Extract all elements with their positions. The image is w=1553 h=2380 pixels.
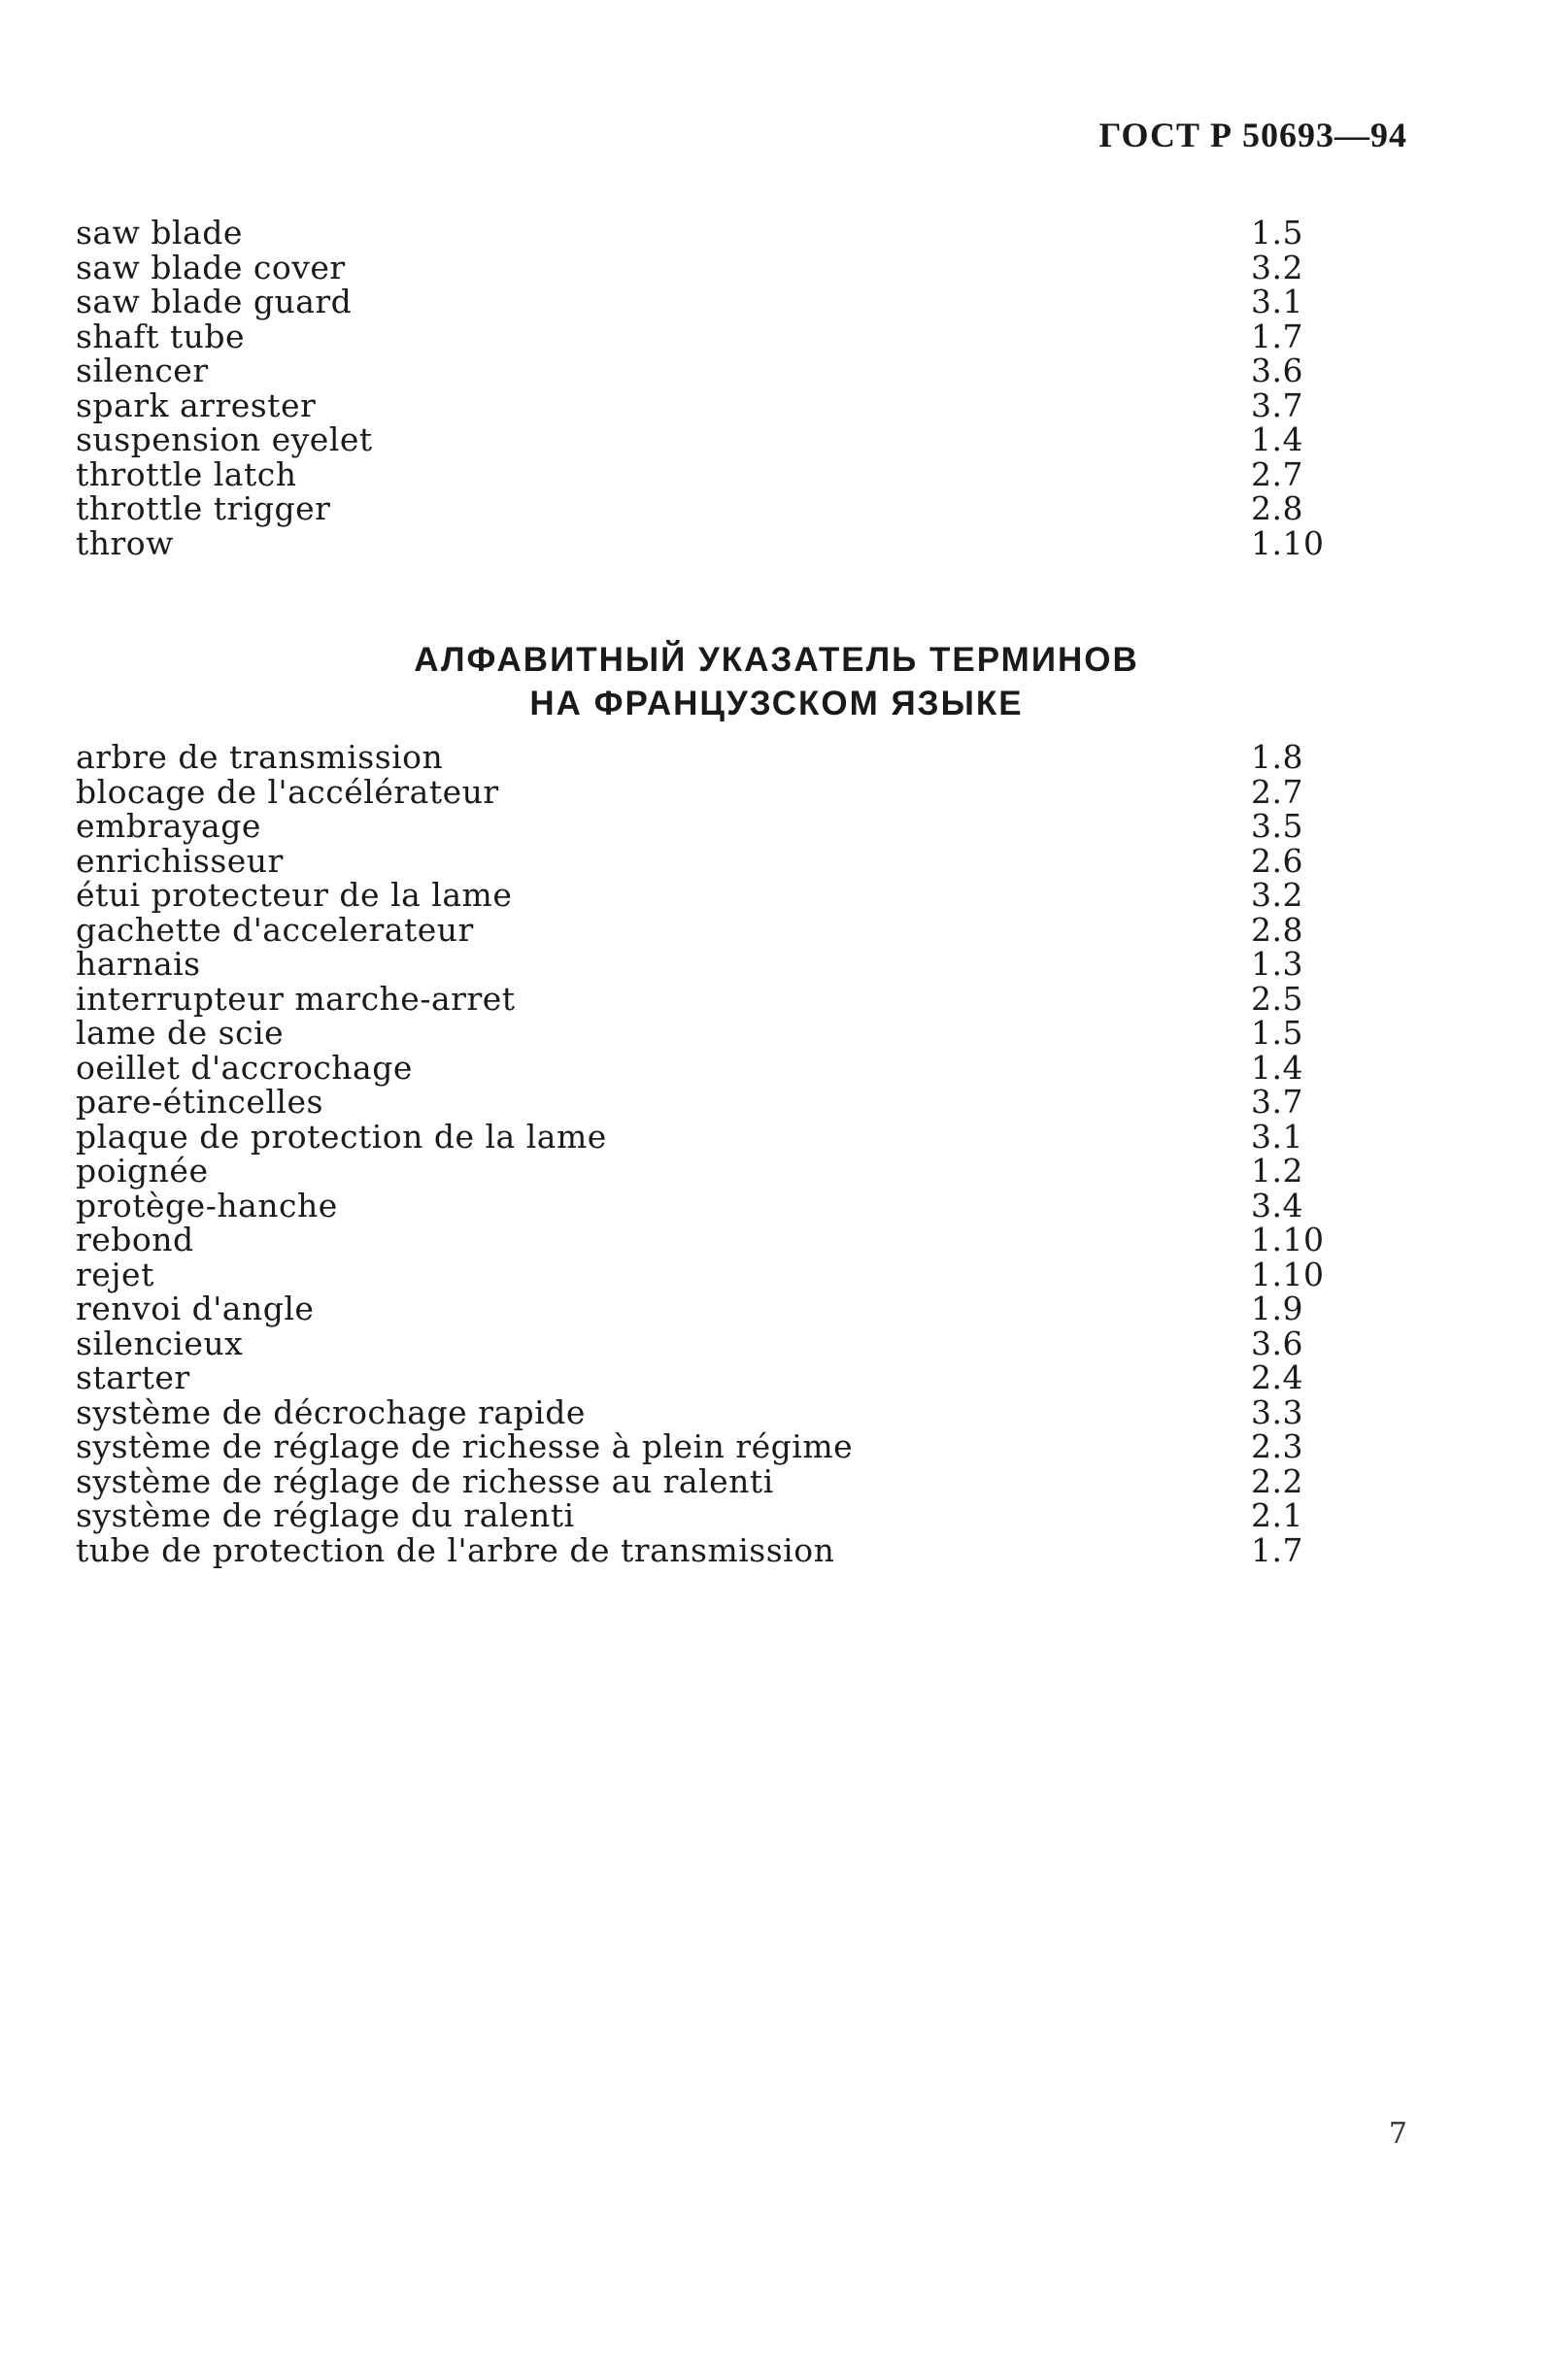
- standard-code-header: ГОСТ Р 50693—94: [1098, 116, 1407, 154]
- index-reference: 1.9: [1251, 1290, 1303, 1327]
- index-reference: 3.5: [1251, 807, 1303, 845]
- heading-line-1: АЛФАВИТНЫЙ УКАЗАТЕЛЬ ТЕРМИНОВ: [414, 641, 1139, 680]
- index-entry: [76, 1117, 1319, 1156]
- index-entry: [76, 772, 1319, 811]
- index-entry: [76, 841, 1319, 880]
- index-term: silencieux: [76, 1324, 244, 1362]
- index-term: étui protecteur de la lame: [76, 876, 513, 914]
- index-term: lame de scie: [76, 1014, 285, 1052]
- index-term: protège-hanche: [76, 1186, 338, 1224]
- index-reference: 3.2: [1251, 248, 1303, 286]
- heading-line-2: НА ФРАНЦУЗСКОМ ЯЗЫКЕ: [529, 685, 1024, 723]
- index-term: saw blade cover: [76, 248, 346, 286]
- index-term: renvoi d'angle: [76, 1290, 315, 1327]
- index-term: rejet: [76, 1255, 154, 1293]
- index-entry: [76, 1392, 1319, 1431]
- index-term: spark arrester: [76, 385, 317, 424]
- index-reference: 1.8: [1251, 738, 1303, 776]
- index-reference: 1.3: [1251, 945, 1303, 983]
- index-term: système de réglage de richesse au ralenti: [76, 1461, 774, 1500]
- index-entry: [76, 1498, 1319, 1533]
- index-term: shaft tube: [76, 317, 245, 355]
- index-reference: 3.6: [1251, 1324, 1303, 1362]
- index-entry: [76, 1360, 1319, 1395]
- index-reference: 3.7: [1251, 385, 1303, 424]
- index-term: rebond: [76, 1221, 194, 1258]
- index-entry: [76, 1255, 1325, 1293]
- index-entry: [76, 740, 1319, 775]
- index-entry: [76, 1016, 1319, 1051]
- index-entry: [76, 1048, 1319, 1087]
- index-term: harnais: [76, 945, 201, 983]
- index-reference: 1.4: [1251, 1048, 1303, 1087]
- index-entry: [76, 979, 1319, 1018]
- index-reference: 1.10: [1251, 523, 1325, 562]
- index-reference: 2.5: [1251, 979, 1303, 1018]
- index-entry: [76, 319, 1319, 354]
- index-entry: [76, 1326, 1319, 1361]
- french-term-index: [76, 738, 1325, 1569]
- index-term: saw blade: [76, 214, 243, 251]
- index-reference: 2.7: [1251, 454, 1303, 493]
- index-term: blocage de l'accélérateur: [76, 772, 499, 811]
- index-entry: [76, 385, 1319, 424]
- index-reference: 1.5: [1251, 214, 1303, 251]
- index-term: gachette d'accelerateur: [76, 910, 474, 949]
- index-reference: 2.3: [1251, 1427, 1303, 1465]
- index-term: plaque de protection de la lame: [76, 1117, 607, 1156]
- index-reference: 1.2: [1251, 1152, 1303, 1190]
- index-term: saw blade guard: [76, 283, 353, 320]
- index-entry: [76, 1429, 1319, 1464]
- index-reference: 3.4: [1251, 1186, 1303, 1224]
- index-term: tube de protection de l'arbre de transmission: [76, 1530, 835, 1569]
- index-term: starter: [76, 1358, 190, 1396]
- index-term: suspension eyelet: [76, 420, 373, 458]
- index-reference: 2.4: [1251, 1358, 1303, 1396]
- index-entry: [76, 1085, 1319, 1120]
- index-entry: [76, 491, 1319, 526]
- index-reference: 3.1: [1251, 283, 1303, 320]
- index-reference: 1.7: [1251, 317, 1303, 355]
- index-entry: [76, 1154, 1319, 1189]
- index-term: silencer: [76, 352, 209, 389]
- index-entry: [76, 422, 1319, 457]
- index-reference: 3.3: [1251, 1392, 1303, 1431]
- index-term: throttle latch: [76, 454, 297, 493]
- index-reference: 2.8: [1251, 489, 1303, 527]
- index-entry: [76, 878, 1319, 913]
- index-term: throttle trigger: [76, 489, 331, 527]
- index-reference: 3.6: [1251, 352, 1303, 389]
- index-entry: [76, 523, 1325, 562]
- index-reference: 1.10: [1251, 1221, 1325, 1258]
- index-term: poignée: [76, 1152, 209, 1190]
- index-entry: [76, 910, 1319, 949]
- index-term: pare-étincelles: [76, 1083, 323, 1121]
- index-reference: 2.2: [1251, 1461, 1303, 1500]
- index-entry: [76, 216, 1319, 251]
- index-entry: [76, 353, 1319, 388]
- index-entry: [76, 1461, 1319, 1500]
- index-term: interrupteur marche-arret: [76, 979, 516, 1018]
- index-entry: [76, 1221, 1325, 1258]
- index-entry: [76, 1186, 1319, 1224]
- index-reference: 1.10: [1251, 1255, 1325, 1293]
- index-reference: 2.1: [1251, 1496, 1303, 1534]
- index-entry: [76, 285, 1319, 319]
- index-term: système de réglage de richesse à plein régime: [76, 1427, 854, 1465]
- index-term: arbre de transmission: [76, 738, 444, 776]
- index-reference: 1.4: [1251, 420, 1303, 458]
- index-reference: 3.7: [1251, 1083, 1303, 1121]
- index-term: oeillet d'accrochage: [76, 1048, 413, 1087]
- index-term: système de décrochage rapide: [76, 1392, 586, 1431]
- french-index-heading: [0, 638, 1553, 725]
- index-reference: 1.7: [1251, 1530, 1303, 1569]
- index-reference: 3.1: [1251, 1117, 1303, 1156]
- index-entry: [76, 1530, 1319, 1569]
- index-reference: 3.2: [1251, 876, 1303, 914]
- index-entry: [76, 809, 1319, 844]
- index-reference: 2.6: [1251, 841, 1303, 880]
- index-term: embrayage: [76, 807, 261, 845]
- index-reference: 2.7: [1251, 772, 1303, 811]
- index-entry: [76, 454, 1319, 493]
- index-term: système de réglage du ralenti: [76, 1496, 575, 1534]
- index-term: enrichisseur: [76, 841, 284, 880]
- page-number: 7: [1388, 2117, 1407, 2151]
- index-reference: 2.8: [1251, 910, 1303, 949]
- index-entry: [76, 947, 1319, 982]
- index-term: throw: [76, 523, 174, 562]
- english-term-index: [76, 214, 1325, 562]
- index-entry: [76, 1291, 1319, 1326]
- index-entry: [76, 248, 1319, 286]
- index-reference: 1.5: [1251, 1014, 1303, 1052]
